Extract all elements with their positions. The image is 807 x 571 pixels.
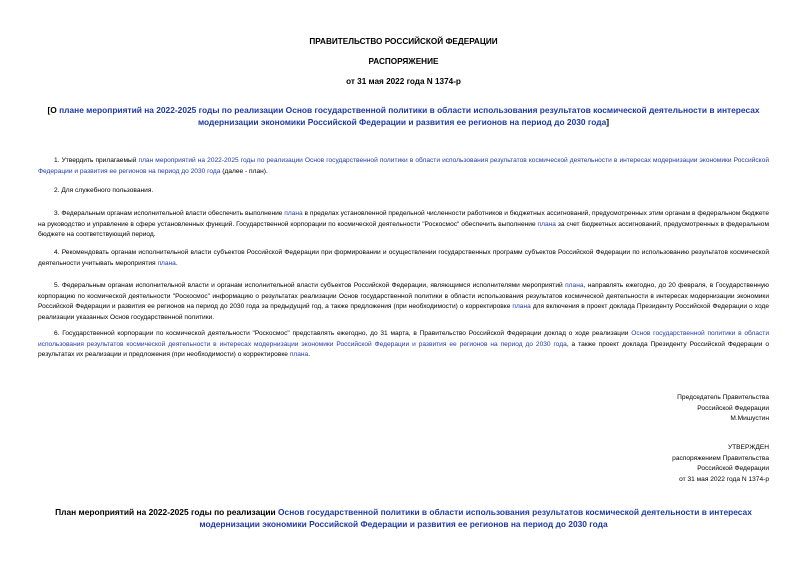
approval-heading: УТВЕРЖДЕН [727, 444, 769, 451]
document-type-heading: РАСПОРЯЖЕНИЕ [368, 57, 439, 66]
p5-plan-link-1[interactable]: плана [565, 282, 584, 289]
p2-text: 2. Для служебного пользования. [54, 187, 154, 194]
title-open-bracket: [О [47, 105, 60, 115]
approval-date: от 31 мая 2022 года N 1374-р [679, 475, 769, 483]
p5-plan-link-2[interactable]: плана [512, 303, 531, 310]
p1-text-after: (далее - план). [220, 167, 268, 175]
paragraph-2 [38, 186, 769, 197]
signature-position: Председатель Правительства [677, 394, 769, 401]
p5-text-1: 5. Федеральным органам исполнительной власти и органам исполнительной власти субъектов Российской Федерации, являющимся исполнителями мероприятий [54, 282, 566, 289]
p3-text-3: за счет бюджетных ассигнований, предусмотренных в федеральном бюджете на соответствующий период. [38, 220, 769, 238]
paragraph-5 [38, 281, 769, 323]
title-link[interactable]: плане мероприятий на 2022-2025 годы по реализации Основ государственной политики в области использования результатов космической деятельности в интересах модернизации экономики Российской Федерации и развития ее регионов на период до 2030 года [59, 105, 760, 127]
government-heading: ПРАВИТЕЛЬСТВО РОССИЙСКОЙ ФЕДЕРАЦИИ [309, 37, 498, 46]
p4-text-2: . [175, 259, 178, 267]
p4-text-1: 4. Рекомендовать органам исполнительной власти субъектов Российской Федерации при формировании и осуществлении государственных программ субъектов Российской Федерации по использованию результатов космической деятельности учитывать мероприятия [38, 249, 769, 267]
paragraph-1 [38, 156, 769, 177]
p6-text-2: , а также проект доклада Президенту Российской Федерации о результатах их реализации и предложения (при необходимости) о корректировке [38, 340, 769, 358]
document-date: от 31 мая 2022 года N 1374-р [346, 77, 461, 86]
document-title [38, 104, 769, 128]
paragraph-3 [38, 209, 769, 241]
plan-title-before: План мероприятий на 2022-2025 годы по реализации [55, 507, 279, 517]
p1-text-before: 1. Утвердить прилагаемый [54, 157, 139, 164]
p5-text-3: для включения в проект доклада Президенту Российской Федерации о ходе реализации указанных Основ государственной политики. [38, 303, 769, 321]
approval-block [672, 443, 769, 485]
plan-title-link[interactable]: Основ государственной политики в области использования результатов космической деятельности в интересах модернизации экономики Российской Федерации и развития ее регионов на период до 2030 года [199, 507, 752, 529]
p3-text-1: 3. Федеральным органам исполнительной власти обеспечить выполнение [54, 210, 285, 217]
plan-title [38, 506, 769, 530]
p3-text-2: в пределах установленной предельной численности работников и бюджетных ассигнований, предусмотренных этим органам в федеральном бюджете на руководство и управление в сфере установленных функций. Государственной корпорации по космической деятельности "Роскосмос" обеспечить выполнение [38, 210, 769, 228]
approval-org: Российской Федерации [697, 465, 769, 472]
p1-plan-link[interactable]: план мероприятий на 2022-2025 годы по реализации Основ государственной политики в области использования результатов космической деятельности в интересах модернизации экономики Российской Федерации и развития ее регионов на период до 2030 года [38, 157, 769, 175]
signature-name: М.Мишустин [730, 415, 769, 422]
approval-by: распоряжением Правительства [672, 454, 769, 462]
p6-osnovy-link[interactable]: Основ государственной политики в области использования результатов космической деятельности в интересах модернизации экономики Российской Федерации и развития ее регионов на период до 2030 года [38, 330, 770, 348]
paragraph-6 [38, 329, 769, 361]
p6-text-1: 6. Государственной корпорации по космической деятельности "Роскосмос" представлять ежегодно, до 31 марта, в Правительство Российской Федерации доклад о ходе реализации [54, 330, 632, 337]
p6-plan-link[interactable]: плана [289, 351, 309, 358]
signature-block [677, 393, 769, 425]
paragraph-4 [38, 248, 769, 269]
p4-plan-link[interactable]: плана [157, 259, 176, 267]
title-close-bracket: ] [606, 117, 610, 127]
p6-text-3: . [308, 351, 311, 358]
signature-org: Российской Федерации [697, 404, 769, 412]
p5-text-2: , направлять ежегодно, до 20 февраля, в Государственную корпорацию по космической деятельности "Роскосмос" информацию о результатах реализации Основ государственной политики в области использования результатов космической деятельности в интересах модернизации экономики Российской Федерации и развития ее регионов на период до 2030 года за предыдущий год, а также предложения (при необходимости) о корректировке [38, 282, 769, 310]
p3-plan-link-1[interactable]: плана [284, 210, 303, 217]
p3-plan-link-2[interactable]: плана [537, 220, 556, 228]
